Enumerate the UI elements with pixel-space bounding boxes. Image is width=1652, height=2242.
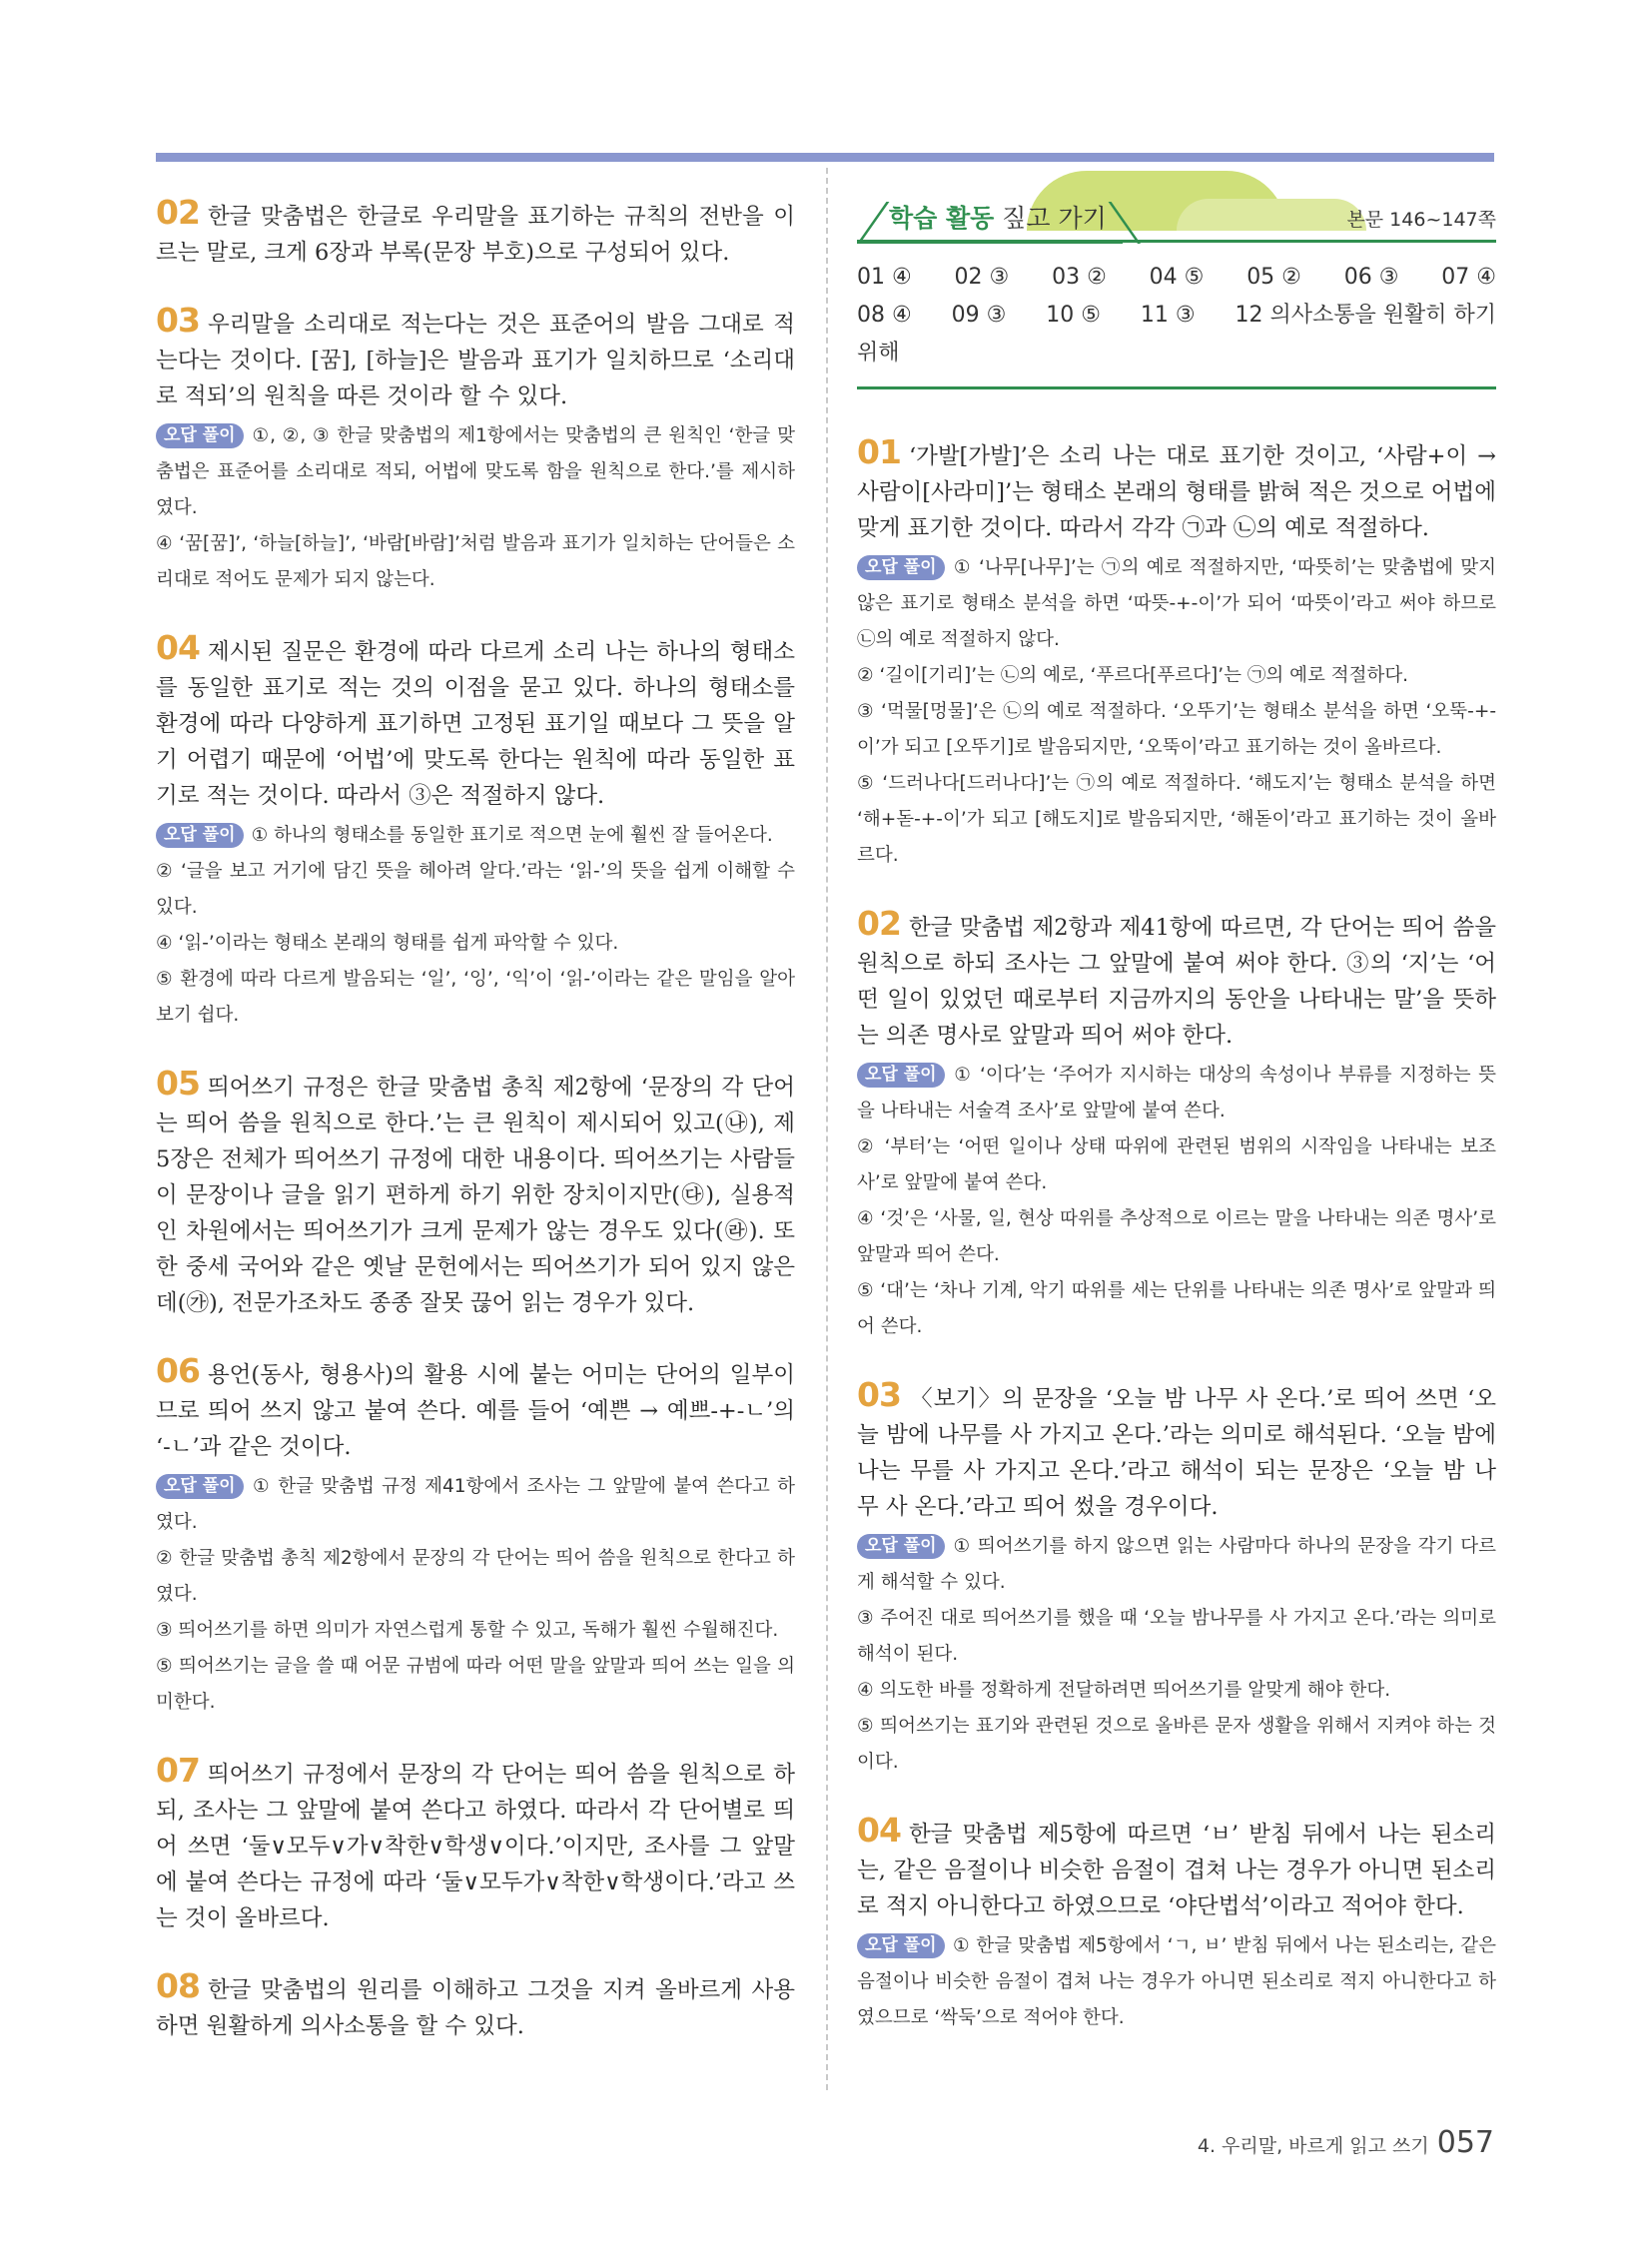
wrong-answer-badge: 오답 풀이 <box>156 823 244 848</box>
explain-line: ⑤ 환경에 따라 다르게 발음되는 ‘일’, ‘잉’, ‘익’이 ‘읽-’이라는 같은 말임을 알아보기 쉽다. <box>156 969 795 1026</box>
explain-line: ② ‘길이[기리]’는 ㉡의 예로, ‘푸르다[푸르다]’는 ㉠의 예로 적절하다. <box>857 665 1409 686</box>
answer-text: 한글 맞춤법 제2항과 제41항에 따르면, 각 단어는 띄어 씀을 원칙으로 하되 조사는 그 앞말에 붙여 써야 한다. ③의 ‘지’는 ‘어떤 일이 있었던 때로부터 지금까지의 동안을 나타내는 말’을 뜻하는 의존 명사로 앞말과 띄어 써야 한다. <box>857 915 1496 1049</box>
answer-row <box>857 259 1496 297</box>
wrong-answer-badge: 오답 풀이 <box>857 1534 945 1559</box>
explain-line: ① 하나의 형태소를 동일한 표기로 적으면 눈에 훨씬 잘 들어온다. <box>251 825 773 846</box>
explain-line: ① ‘이다’는 ‘주어가 지시하는 대상의 속성이나 부류를 지정하는 뜻을 나타내는 서술격 조사’로 앞말에 붙여 쓴다. <box>857 1065 1496 1121</box>
page-number: 057 <box>1436 2125 1494 2160</box>
question-number: 01 <box>857 432 901 471</box>
answer-r02 <box>857 906 1496 1345</box>
explain-line: ③ 주어진 대로 띄어쓰기를 했을 때 ‘오늘 밤나무를 사 가지고 온다.’라는 의미로 해석이 된다. <box>857 1608 1496 1665</box>
answer-text: ‘가발[가발]’은 소리 나는 대로 표기한 것이고, ‘사람+이 → 사람이[사라미]’는 형태소 본래의 형태를 밝혀 적은 것으로 어법에 맞게 표기한 것이다. 따라서 각각 ㉠과 ㉡의 예로 적절하다. <box>857 443 1496 541</box>
answer-item: 01 ④ <box>857 265 912 290</box>
answer-item: 10 ⑤ <box>1046 303 1101 328</box>
decorative-hill <box>1177 199 1366 231</box>
question-number: 08 <box>156 1966 200 2005</box>
question-number: 06 <box>156 1351 200 1390</box>
page-reference: 본문 146~147쪽 <box>1346 209 1496 231</box>
explain-line: ④ 의도한 바를 정확하게 전달하려면 띄어쓰기를 알맞게 해야 한다. <box>857 1680 1391 1701</box>
answer-text: 〈보기〉의 문장을 ‘오늘 밤 나무 사 온다.’로 띄어 쓰면 ‘오늘 밤에 나무를 사 가지고 온다.’라는 의미로 해석된다. ‘오늘 밤에 나는 무를 사 가지고 온다.’라고 해석이 되는 문장은 ‘오늘 밤 나 무 사 온다.’라고 띄어 썼을 경우이다. <box>857 1386 1496 1520</box>
study-title-accent: 학습 활동 <box>889 204 995 233</box>
study-activity-box <box>857 195 1496 394</box>
answer-r03 <box>857 1377 1496 1781</box>
answer-06 <box>156 1353 795 1721</box>
wrong-answer-badge: 오답 풀이 <box>857 555 945 580</box>
answer-item: 02 ③ <box>954 265 1010 290</box>
answer-text: 띄어쓰기 규정에서 문장의 각 단어는 띄어 씀을 원칙으로 하되, 조사는 그 앞말에 붙여 쓴다고 하였다. 따라서 각 단어별로 띄어 쓰면 ‘둘∨모두∨가∨착한∨학생∨이다.’이지만, 조사를 그 앞말에 붙여 쓴다는 규정에 따라 ‘둘∨모두가∨착한∨학생이다.’라고 쓰는 것이 올바르다. <box>156 1762 795 1931</box>
explain-line: ⑤ ‘대’는 ‘차나 기계, 악기 따위를 세는 단위를 나타내는 의존 명사’로 앞말과 띄어 쓴다. <box>857 1280 1496 1337</box>
explain-line: ② ‘글을 보고 거기에 담긴 뜻을 헤아려 알다.’라는 ‘읽-’의 뜻을 쉽게 이해할 수 있다. <box>156 861 795 918</box>
explain-line: ② ‘부터’는 ‘어떤 일이나 상태 따위에 관련된 범위의 시작임을 나타내는 보조사’로 앞말에 붙여 쓴다. <box>857 1136 1496 1193</box>
answer-item: 05 ② <box>1246 265 1301 290</box>
answer-text: 한글 맞춤법 제5항에 따르면 ‘ㅂ’ 받침 뒤에서 나는 된소리는, 같은 음절이나 비슷한 음절이 겹쳐 나는 경우가 아니면 된소리로 적지 아니한다고 하였으므로 ‘야단법석’이라고 적어야 한다. <box>857 1822 1496 1919</box>
explain-line: ① ‘나무[나무]’는 ㉠의 예로 적절하지만, ‘따뜻히’는 맞춤법에 맞지 않은 표기로 형태소 분석을 하면 ‘따뜻-+-이’가 되어 ‘따뜻이’라고 써야 하므로 ㉡의 예로 적절하지 않다. <box>857 557 1496 650</box>
explain-line: ①, ②, ③ 한글 맞춤법의 제1항에서는 맞춤법의 큰 원칙인 ‘한글 맞춤법은 표준어를 소리대로 적되, 어법에 맞도록 함을 원칙으로 한다.’를 제시하였다. <box>156 425 795 518</box>
question-number: 03 <box>156 301 200 340</box>
wrong-answer-badge: 오답 풀이 <box>156 1474 244 1499</box>
answer-key <box>857 259 1496 373</box>
question-number: 07 <box>156 1751 200 1790</box>
explain-line: ① 한글 맞춤법 제5항에서 ‘ㄱ, ㅂ’ 받침 뒤에서 나는 된소리는, 같은 음절이나 비슷한 음절이 겹쳐 나는 경우가 아니면 된소리로 적지 아니한다고 하였으므로 ‘싹둑’으로 적어야 한다. <box>857 1935 1496 2028</box>
explain-line: ④ ‘꿈[꿈]’, ‘하늘[하늘]’, ‘바람[바람]’처럼 발음과 표기가 일치하는 단어들은 소리대로 적어도 문제가 되지 않는다. <box>156 533 795 590</box>
wrong-answer-badge: 오답 풀이 <box>857 1063 945 1088</box>
explain-line: ④ ‘것’은 ‘사물, 일, 현상 따위를 추상적으로 이르는 말을 나타내는 의존 명사’로 앞말과 띄어 쓴다. <box>857 1208 1496 1265</box>
left-column <box>156 195 795 2076</box>
explain-line: ③ ‘먹물[멍물]’은 ㉡의 예로 적절하다. ‘오뚜기’는 형태소 분석을 하면 ‘오뚝-+-이’가 되고 [오뚜기]로 발음되지만, ‘오뚝이’라고 표기하는 것이 올바르다. <box>857 701 1496 758</box>
column-divider <box>826 168 828 2090</box>
answer-item: 03 ② <box>1052 265 1107 290</box>
answer-07 <box>156 1753 795 1936</box>
answer-02 <box>156 195 795 271</box>
answer-item: 06 ③ <box>1343 265 1399 290</box>
answer-item: 12 의사소통을 원활히 하기 <box>1235 303 1496 328</box>
box-bottom-rule <box>857 386 1496 389</box>
explain-line: ③ 띄어쓰기를 하면 의미가 자연스럽게 통할 수 있고, 독해가 훨씬 수월해진다. <box>156 1620 779 1641</box>
answer-item: 09 ③ <box>951 303 1007 328</box>
explain-line: ① 한글 맞춤법 규정 제41항에서 조사는 그 앞말에 붙여 쓴다고 하였다. <box>156 1476 795 1533</box>
question-number: 04 <box>156 628 200 667</box>
right-column <box>857 195 1496 2068</box>
answer-text: 띄어쓰기 규정은 한글 맞춤법 총칙 제2항에 ‘문장의 각 단어는 띄어 씀을 원칙으로 한다.’는 큰 원칙이 제시되어 있고(㉯), 제5장은 전체가 띄어쓰기 규정에 대한 내용이다. 띄어쓰기는 사람들이 문장이나 글을 읽기 편하게 하기 위한 장치이지만(㉰), 실용적인 차원에서는 띄어쓰기가 크게 문제가 않는 경우도 있다(㉱). 또한 중세 국어와 같은 옛날 문헌에서는 띄어쓰기가 되어 있지 않은데(㉮), 전문가조차도 종종 잘못 끊어 읽는 경우가 있다. <box>156 1075 795 1316</box>
answer-text: 한글 맞춤법은 한글로 우리말을 표기하는 규칙의 전반을 이르는 말로, 크게 6장과 부록(문장 부호)으로 구성되어 있다. <box>156 204 795 266</box>
wrong-answer-explanation <box>156 418 795 598</box>
chapter-title: 4. 우리말, 바르게 읽고 쓰기 <box>1197 2135 1429 2157</box>
explain-line: ② 한글 맞춤법 총칙 제2항에서 문장의 각 단어는 띄어 씀을 원칙으로 한다고 하였다. <box>156 1548 795 1605</box>
answer-item: 11 ③ <box>1140 303 1196 328</box>
answer-item: 08 ④ <box>857 303 912 328</box>
question-number: 04 <box>857 1811 901 1850</box>
wrong-answer-explanation <box>857 1529 1496 1781</box>
study-title <box>857 195 1123 244</box>
answer-05 <box>156 1066 795 1321</box>
answer-text: 제시된 질문은 환경에 따라 다르게 소리 나는 하나의 형태소를 동일한 표기로 적는 것의 이점을 묻고 있다. 하나의 형태소를 환경에 따라 다양하게 표기하면 고정된 표기일 때보다 그 뜻을 알기 어렵기 때문에 ‘어법’에 맞도록 한다는 원칙에 따라 동일한 표기로 적는 것이다. 따라서 ③은 적절하지 않다. <box>156 639 795 809</box>
wrong-answer-explanation <box>156 818 795 1034</box>
answer-03 <box>156 303 795 598</box>
study-title-tab <box>857 195 1123 244</box>
wrong-answer-badge: 오답 풀이 <box>857 1933 945 1958</box>
answer-row <box>857 297 1496 335</box>
explain-line: ⑤ 띄어쓰기는 표기와 관련된 것으로 올바른 문자 생활을 위해서 지켜야 하는 것이다. <box>857 1716 1496 1773</box>
explain-line: ① 띄어쓰기를 하지 않으면 읽는 사람마다 하나의 문장을 각기 다르게 해석할 수 있다. <box>857 1536 1496 1593</box>
answer-r01 <box>857 434 1496 874</box>
answer-text: 우리말을 소리대로 적는다는 것은 표준어의 발음 그대로 적는다는 것이다. [꿈], [하늘]은 발음과 표기가 일치하므로 ‘소리대로 적되’의 원칙을 따른 것이라 할 수 있다. <box>156 312 795 409</box>
answer-item-continued: 위해 <box>857 341 900 366</box>
page-footer <box>1198 2125 1494 2160</box>
answer-text: 용언(동사, 형용사)의 활용 시에 붙는 어미는 단어의 일부이므로 띄어 쓰지 않고 붙여 쓴다. 예를 들어 ‘예쁜 → 예쁘-+-ㄴ’의 ‘-ㄴ’과 같은 것이다. <box>156 1362 795 1460</box>
wrong-answer-explanation <box>857 550 1496 874</box>
explain-line: ⑤ ‘드러나다[드러나다]’는 ㉠의 예로 적절하다. ‘해도지’는 형태소 분석을 하면 ‘해+돋-+-이’가 되고 [해도지]로 발음되지만, ‘해돋이’라고 표기하는 것이 올바르다. <box>857 773 1496 866</box>
wrong-answer-explanation <box>857 1058 1496 1345</box>
explain-line: ④ ‘읽-’이라는 형태소 본래의 형태를 쉽게 파악할 수 있다. <box>156 933 619 954</box>
answer-r04 <box>857 1813 1496 2036</box>
answer-item: 04 ⑤ <box>1149 265 1205 290</box>
answer-text: 한글 맞춤법의 원리를 이해하고 그것을 지켜 올바르게 사용하면 원활하게 의사소통을 할 수 있다. <box>156 1977 795 2039</box>
question-number: 02 <box>156 193 200 232</box>
question-number: 05 <box>156 1064 200 1103</box>
answer-08 <box>156 1968 795 2044</box>
wrong-answer-explanation <box>156 1469 795 1721</box>
answer-item: 07 ④ <box>1441 265 1496 290</box>
question-number: 03 <box>857 1375 901 1414</box>
study-title-rest: 짚고 가기 <box>994 204 1107 233</box>
explain-line: ⑤ 띄어쓰기는 글을 쓸 때 어문 규범에 따라 어떤 말을 앞말과 띄어 쓰는 일을 의미한다. <box>156 1656 795 1713</box>
wrong-answer-explanation <box>857 1928 1496 2036</box>
answer-04 <box>156 630 795 1034</box>
top-rule <box>156 153 1494 162</box>
question-number: 02 <box>857 904 901 943</box>
wrong-answer-badge: 오답 풀이 <box>156 423 244 448</box>
